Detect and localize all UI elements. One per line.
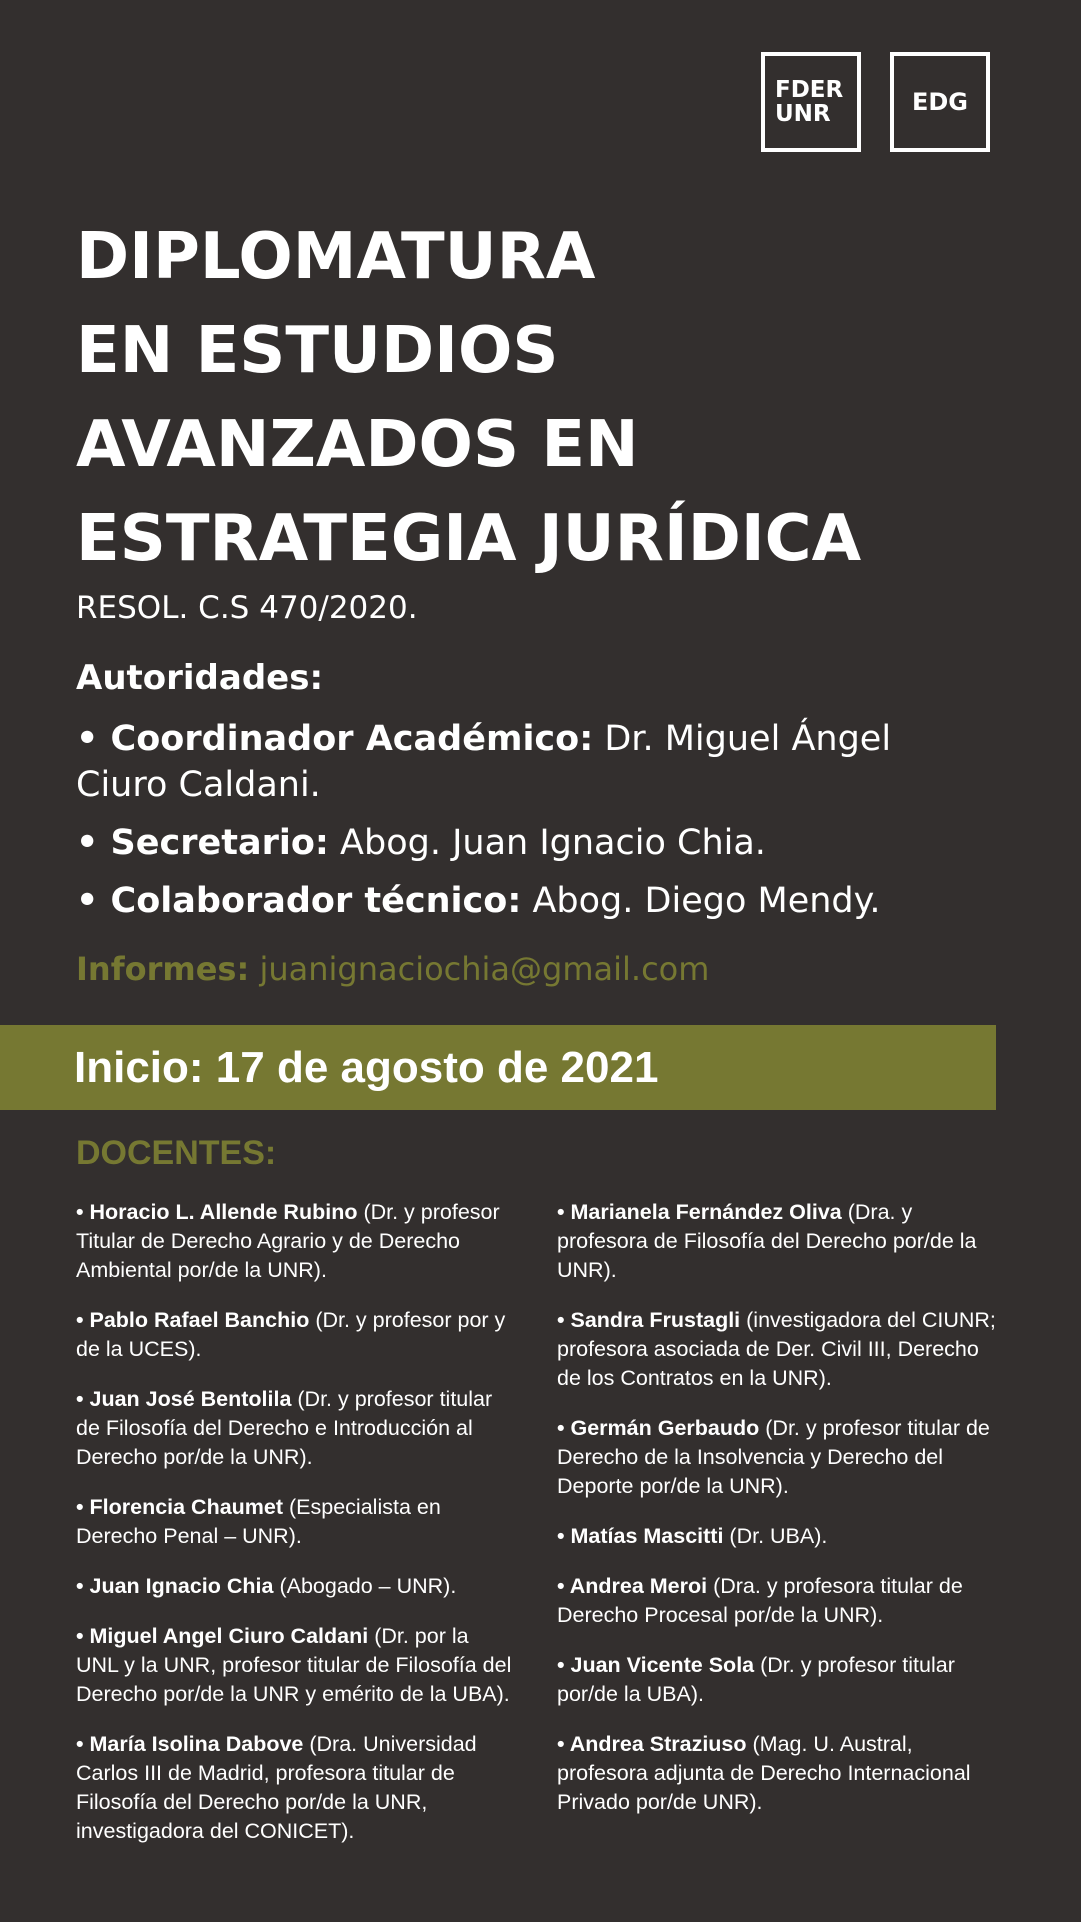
fder-unr-logo [761, 52, 861, 152]
docente-item [76, 1385, 516, 1472]
docente-item [557, 1730, 997, 1817]
docente-item [557, 1572, 997, 1630]
docente-desc: (Dr. y profesor titular por/de la UBA). [557, 1653, 955, 1706]
docente-desc: (Abogado – UNR). [273, 1574, 457, 1598]
autoridad-item [76, 820, 976, 866]
title-line-4: ESTRATEGIA JURÍDICA [76, 502, 862, 576]
autoridades-heading: Autoridades: [76, 658, 324, 698]
docente-desc: (Mag. U. Austral, profesora adjunta de Derecho Internacional Privado por/de UNR). [557, 1732, 971, 1814]
inicio-date-text: Inicio: 17 de agosto de 2021 [74, 1043, 659, 1092]
docente-name: • Florencia Chaumet [76, 1495, 284, 1519]
docente-name: • Juan Ignacio Chia [76, 1574, 274, 1598]
autoridad-name: Dr. Miguel Ángel Ciuro Caldani. [76, 719, 892, 805]
docente-name: • Pablo Rafael Banchio [76, 1308, 310, 1332]
docente-desc: (Dra. y profesora titular de Derecho Procesal por/de la UNR). [557, 1574, 963, 1627]
informes-label: Informes: [76, 950, 250, 988]
docente-desc: (Dr. y profesor por y de la UCES). [76, 1308, 506, 1361]
docente-name: • Andrea Meroi [557, 1574, 708, 1598]
docente-item [557, 1414, 997, 1501]
docente-item [76, 1622, 516, 1709]
docente-name: • Germán Gerbaudo [557, 1416, 760, 1440]
docente-name: • Andrea Straziuso [557, 1732, 747, 1756]
docentes-column-left [76, 1198, 516, 1867]
docente-item [76, 1730, 516, 1846]
title-line-1: DIPLOMATURA [76, 220, 596, 294]
docente-name: • Juan José Bentolila [76, 1387, 292, 1411]
resolution-text: RESOL. C.S 470/2020. [76, 590, 418, 626]
title-line-3: AVANZADOS EN [76, 408, 639, 482]
docente-desc: (Dr. y profesor Titular de Derecho Agrario y de Derecho Ambiental por/de la UNR). [76, 1200, 500, 1282]
docente-desc: (Dra. Universidad Carlos III de Madrid, profesora titular de Filosofía del Derecho por/de la UNR, investigadora del CONICET). [76, 1732, 477, 1843]
docente-item [557, 1522, 997, 1551]
docente-item [557, 1198, 997, 1285]
docente-desc: (Especialista en Derecho Penal – UNR). [76, 1495, 441, 1548]
informes-line [76, 950, 709, 988]
docente-item [76, 1198, 516, 1285]
autoridades-list [76, 716, 976, 936]
docente-desc: (Dr. UBA). [723, 1524, 828, 1548]
docente-item [76, 1572, 516, 1601]
docente-item [76, 1493, 516, 1551]
docente-desc: (Dra. y profesora de Filosofía del Derecho por/de la UNR). [557, 1200, 977, 1282]
autoridad-name: Abog. Juan Ignacio Chia. [328, 823, 766, 863]
docente-name: • María Isolina Dabove [76, 1732, 304, 1756]
docente-name: • Marianela Fernández Oliva [557, 1200, 842, 1224]
docente-desc: (investigadora del CIUNR; profesora asociada de Der. Civil III, Derecho de los Contratos en la UNR). [557, 1308, 996, 1390]
autoridad-item [76, 716, 976, 808]
fder-logo-line1: FDER [775, 77, 844, 103]
informes-email[interactable]: juanignaciochia@gmail.com [249, 950, 710, 988]
autoridad-role: • Coordinador Académico: [76, 719, 594, 759]
autoridad-name: Abog. Diego Mendy. [521, 881, 881, 921]
docentes-heading: DOCENTES: [76, 1134, 277, 1172]
docente-name: • Juan Vicente Sola [557, 1653, 755, 1677]
docentes-column-right [557, 1198, 997, 1838]
page-title [76, 210, 1056, 586]
title-line-2: EN ESTUDIOS [76, 314, 559, 388]
edg-logo [890, 52, 990, 152]
docente-item [76, 1306, 516, 1364]
docente-desc: (Dr. y profesor titular de Filosofía del Derecho e Introducción al Derecho por/de la UNR). [76, 1387, 493, 1469]
docente-name: • Horacio L. Allende Rubino [76, 1200, 358, 1224]
fder-logo-line2: UNR [775, 101, 831, 127]
inicio-banner [0, 1025, 996, 1110]
docente-name: • Matías Mascitti [557, 1524, 724, 1548]
autoridad-role: • Secretario: [76, 823, 329, 863]
docente-name: • Sandra Frustagli [557, 1308, 741, 1332]
autoridad-role: • Colaborador técnico: [76, 881, 522, 921]
edg-logo-text: EDG [911, 88, 968, 116]
docente-item [557, 1306, 997, 1393]
docente-name: • Miguel Angel Ciuro Caldani [76, 1624, 369, 1648]
docente-desc: (Dr. y profesor titular de Derecho de la Insolvencia y Derecho del Deporte por/de la UNR). [557, 1416, 990, 1498]
docente-desc: (Dr. por la UNL y la UNR, profesor titular de Filosofía del Derecho por/de la UNR y emérito de la UBA). [76, 1624, 512, 1706]
autoridad-item [76, 878, 976, 924]
docente-item [557, 1651, 997, 1709]
